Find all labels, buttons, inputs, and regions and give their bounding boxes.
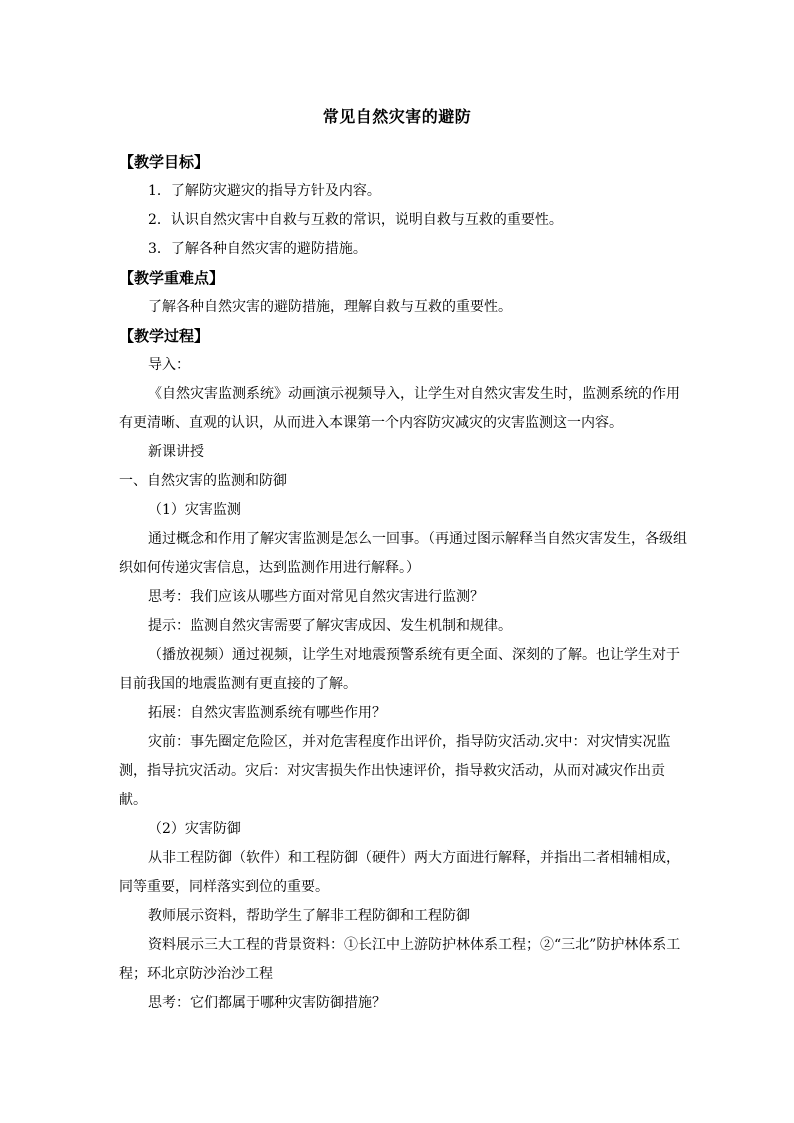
sub2-title: （2）灾害防御 bbox=[148, 821, 241, 837]
section-heading-goals: 【教学目标】 bbox=[119, 153, 210, 171]
section-heading-key-points: 【教学重难点】 bbox=[119, 269, 225, 287]
document-title: 常见自然灾害的避防 bbox=[322, 107, 472, 126]
sub1-video: （播放视频）通过视频，让学生对地震预警系统有更全面、深刻的了解。也让学生对于目前我国的地震监测有更直接的了解。 bbox=[119, 647, 680, 692]
document-body bbox=[119, 148, 689, 1018]
sub2-paragraph-1: 从非工程防御（软件）和工程防御（硬件）两大方面进行解释，并指出二者相辅相成，同等重要，同样落实到位的重要。 bbox=[119, 850, 680, 895]
sub1-answer: 灾前：事先圈定危险区，并对危害程度作出评价，指导防灾活动.灾中：对灾情实况监测，指导抗灾活动。灾后：对灾害损失作出快速评价，指导救灾活动，从而对减灾作出贡献。 bbox=[119, 734, 671, 808]
sub2-paragraph-2: 教师展示资料，帮助学生了解非工程防御和工程防御 bbox=[148, 908, 470, 924]
part1-title: 一、自然灾害的监测和防御 bbox=[119, 473, 287, 489]
sub1-hint: 提示：监测自然灾害需要了解灾害成因、发生机制和规律。 bbox=[148, 618, 512, 634]
goal-item-1: 1．了解防灾避灾的指导方针及内容。 bbox=[148, 183, 381, 199]
intro-paragraph: 《自然灾害监测系统》动画演示视频导入，让学生对自然灾害发生时，监测系统的作用有更清晰、直观的认识，从而进入本课第一个内容防灾减灾的灾害监测这一内容。 bbox=[119, 386, 680, 431]
sub2-paragraph-3: 资料展示三大工程的背景资料：①长江中上游防护林体系工程；②“三北”防护林体系工程；环北京防沙治沙工程 bbox=[119, 937, 681, 982]
key-points-text: 了解各种自然灾害的避防措施，理解自救与互救的重要性。 bbox=[148, 299, 512, 315]
section-heading-process: 【教学过程】 bbox=[119, 327, 210, 345]
sub2-think: 思考：它们都属于哪种灾害防御措施？ bbox=[148, 995, 386, 1011]
goal-item-2: 2．认识自然灾害中自救与互救的常识，说明自救与互救的重要性。 bbox=[148, 212, 563, 228]
intro-label: 导入： bbox=[148, 357, 190, 373]
goal-item-3: 3．了解各种自然灾害的避防措施。 bbox=[148, 241, 367, 257]
sub1-extend: 拓展：自然灾害监测系统有哪些作用？ bbox=[148, 705, 386, 721]
new-lesson-label: 新课讲授 bbox=[148, 444, 204, 460]
sub1-paragraph-1: 通过概念和作用了解灾害监测是怎么一回事。（再通过图示解释当自然灾害发生，各级组织如何传递灾害信息，达到监测作用进行解释。） bbox=[119, 531, 687, 576]
sub1-title: （1）灾害监测 bbox=[148, 502, 241, 518]
sub1-think: 思考：我们应该从哪些方面对常见自然灾害进行监测？ bbox=[148, 589, 484, 605]
